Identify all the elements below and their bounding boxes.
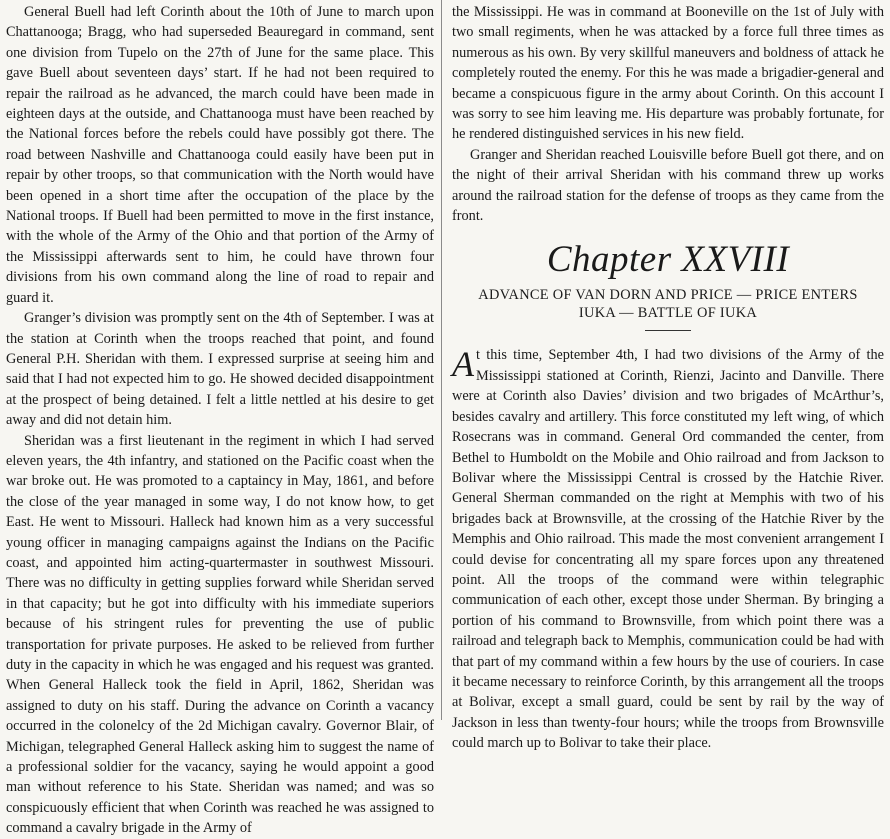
column-divider	[441, 0, 442, 720]
paragraph-sheridan: Sheridan was a first lieutenant in the regiment in which I had served eleven years, the 4th infantry, and stationed on the Pacific coast when the war broke out. He was promoted to a captaincy in May, 1861, and before the close of the year managed in some way, I do not know how, to get East. He went to Missouri. Halleck had known him as a very successful young officer in managing campaigns against the Indians on the Pacific coast, and appointed him acting-quartermaster in southwest Missouri. There was no difficulty in getting supplies forward while Sheridan served in that capacity; but he got into difficulty with his immediate superiors because of his stringent rules for preventing the use of public transportation for private purposes. He asked to be relieved from further duty in the capacity in which he was engaged and his request was granted. When General Halleck took the field in April, 1862, Sheridan was assigned to duty on his staff. During the advance on Corinth a vacancy occurred in the colonelcy of the 2d Michigan cavalry. Governor Blair, of Michigan, telegraphed General Halleck asking him to suggest the name of a professional soldier for the vacancy, saying he would appoint a good man without reference to his State. Sheridan was named; and was so conspicuously efficient that when Corinth was reached he was assigned to command a cavalry brigade in the Army of	[6, 432, 434, 837]
chapter-opening-text: t this time, September 4th, I had two divisions of the Army of the Mississippi stationed at Corinth, Rienzi, Jacinto and Danville. There were at Corinth also Davies’ division and two brigades of McArthur’s, besides cavalry and artillery. This force constituted my left wing, of which Rosecrans was in command. General Ord commanded the center, from Bethel to Humboldt on the Mobile and Ohio railroad and from Jackson to Bolivar where the Mississippi Central is crossed by the Hatchie River. General Sherman commanded on the right at Memphis with two of his brigades back at Brownsville, at the crossing of the Hatchie River by the Memphis and Ohio railroad. This made the most convenient arrangement I could devise for concentrating all my spare forces upon any threatened point. All the troops of the command were within telegraphic communication of each other, except those under Sherman. By bringing a portion of his command to Brownsville, from which point there was a railroad and telegraph back to Memphis, communication could be had with that part of my command within a few hours by the use of couriers. In case it became necessary to reinforce Corinth, by this arrangement all the troops at Bolivar, except a small guard, could be sent by rail by the way of Jackson in less than twenty-four hours; while the troops from Brownsville could march up to Bolivar to take their place.	[452, 347, 884, 752]
right-column	[452, 0, 884, 754]
subtitle-rule	[645, 330, 691, 331]
chapter-subtitle: ADVANCE OF VAN DORN AND PRICE — PRICE ENTERS IUKA — BATTLE OF IUKA	[478, 287, 858, 322]
chapter-title: Chapter XXVIII	[546, 239, 790, 281]
paragraph-granger: Granger’s division was promptly sent on the 4th of September. I was at the station at Corinth when the troops reached that point, and found General P.H. Sheridan with them. I expressed surprise at seeing him and said that I had not expected him to go. He showed decided disappointment at the prospect of being detained. I felt a little nettled at his desire to get away and did not detain him.	[6, 310, 434, 429]
left-column	[6, 0, 434, 839]
drop-cap: A	[452, 344, 474, 385]
chapter-opening-paragraph	[452, 345, 884, 753]
paragraph-buell: General Buell had left Corinth about the 10th of June to march upon Chattanooga; Bragg, who had superseded Beauregard in command, sent one division from Tupelo on the 27th of June for the same place. This gave Buell about seventeen days’ start. If he had not been required to repair the railroad as he advanced, the march could have been made in eighteen days at the outside, and Chattanooga must have been reached by the National forces before the rebels could have possibly got there. The road between Nashville and Chattanooga could easily have been put in repair by other troops, so that communication with the North would have been opened in a short time after the occupation of the place by the National troops. If Buell had been permitted to move in the first instance, with the whole of the Army of the Ohio and that portion of the Army of the Mississippi afterwards sent to him, he could have thrown four divisions from his own command along the line of road to repair and guard it.	[6, 4, 434, 306]
paragraph-louisville: Granger and Sheridan reached Louisville before Buell got there, and on the night of their arrival Sheridan with his command threw up works around the railroad station for the defense of troops as they came from the front.	[452, 146, 884, 225]
paragraph-sheridan-continued: the Mississippi. He was in command at Booneville on the 1st of July with two small regiments, when he was attacked by a force full three times as numerous as his own. By very skillful maneuvers and boldness of attack he completely routed the enemy. For this he was made a brigadier-general and became a conspicuous figure in the army about Corinth. On this account I was sorry to see him leaving me. His departure was probably fortunate, for he rendered distinguished services in his new field.	[452, 4, 884, 143]
